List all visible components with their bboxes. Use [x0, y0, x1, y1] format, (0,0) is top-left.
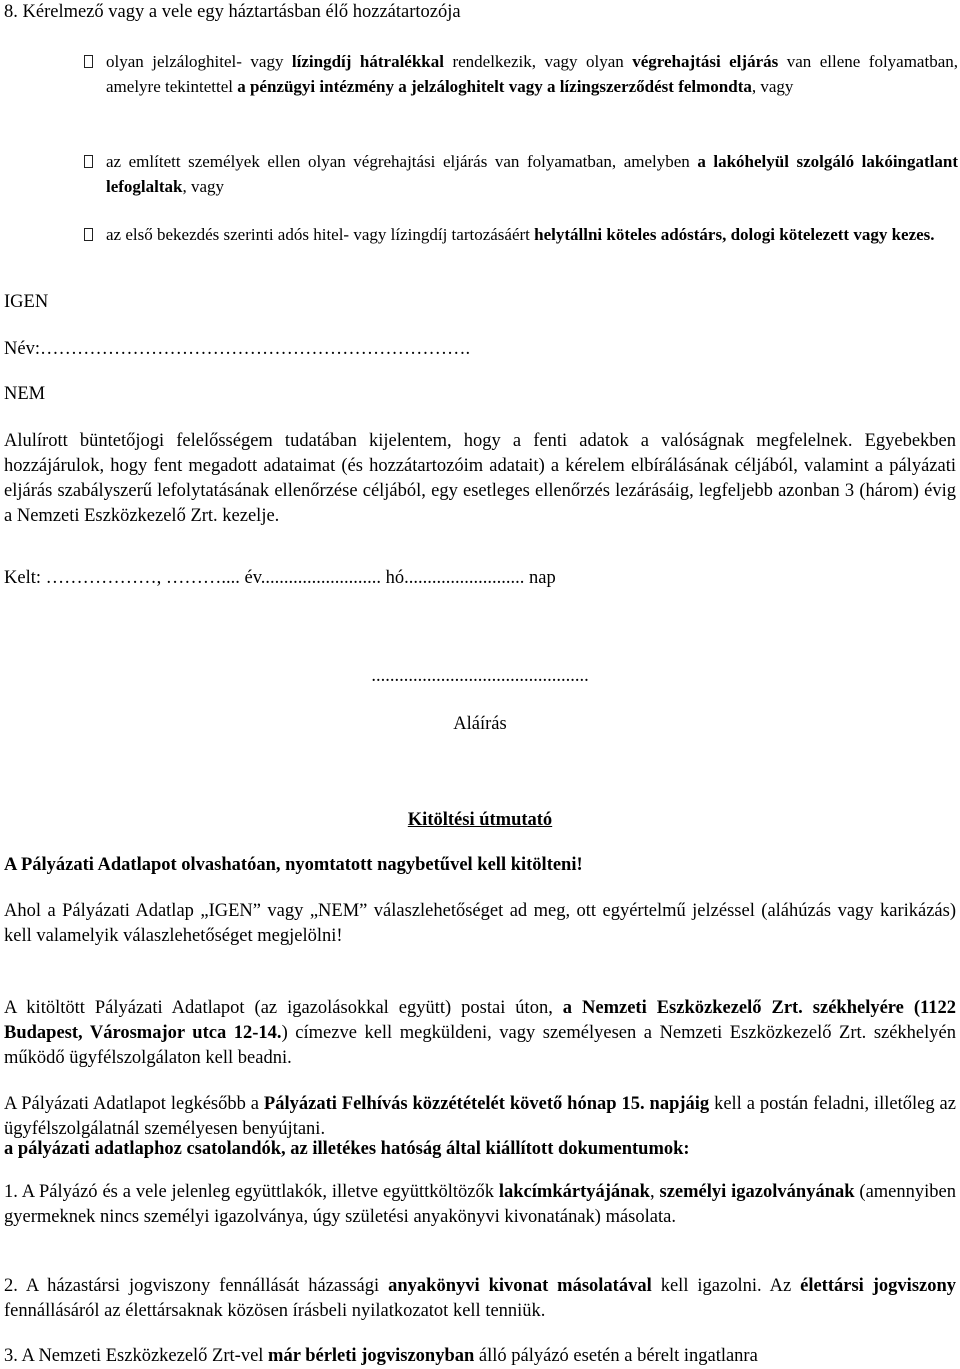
option-item-mortgage-arrears	[84, 49, 958, 99]
bold-text-run: személyi igazolványának	[659, 1182, 855, 1202]
bold-text-run: élettársi jogviszony	[800, 1276, 957, 1296]
text-run: álló pályázó esetén a bérelt ingatlanra	[474, 1346, 758, 1366]
guide-paragraph-4	[4, 1092, 956, 1142]
text-run: , vagy	[751, 77, 794, 96]
bold-text-run: helytállni köteles adóstárs, dologi kötelezett vagy kezes.	[534, 225, 935, 244]
option-item-property-seized	[84, 149, 958, 199]
text-run: kell igazolni. Az	[651, 1276, 801, 1296]
text-run: 1. A Pályázó és a vele jelenleg együttlakók, illetve együttköltözők	[4, 1182, 499, 1202]
section-8-heading: 8. Kérelmező vagy a vele egy háztartásban élő hozzátartozója	[4, 2, 461, 22]
attachment-item-3	[4, 1344, 956, 1369]
text-run: Ahol a Pályázati Adatlap „IGEN” vagy „NEM” válaszlehetőséget ad meg, ott egyértelmű jelzéssel (aláhúzás vagy karikázás) kell valamelyik válaszlehetőséget megjelölni!	[4, 901, 956, 946]
signature-label: Aláírás	[453, 714, 507, 734]
option-text	[106, 222, 958, 247]
checkbox-glyph-icon	[84, 228, 93, 241]
text-run: ) címezve kell megküldeni, vagy személyesen a Nemzeti Eszközkezelő Zrt. székhelyén működő ügyfélszolgálaton kell beadni.	[4, 1023, 956, 1068]
text-run: A Pályázati Adatlapot legkésőbb a	[4, 1094, 264, 1114]
text-run: van ellene folyamatban, amelyre tekintettel	[106, 52, 958, 96]
bold-text-run: lízingdíj hátralékkal	[291, 52, 444, 71]
checkbox-glyph-icon	[84, 55, 93, 68]
text-run: kell a postán feladni, illetőleg az ügyfélszolgálatnál személyesen benyújtani.	[4, 1094, 956, 1139]
attachment-item-2	[4, 1274, 956, 1324]
bold-text-run: már bérleti jogviszonyban	[268, 1346, 475, 1366]
text-run: olyan jelzáloghitel- vagy	[106, 52, 292, 71]
guide-paragraph-2	[4, 899, 956, 949]
bold-text-run: a lakóhelyül szolgáló lakóingatlant lefoglaltak	[106, 152, 958, 196]
bold-text-run: A Pályázati Adatlapot olvashatóan, nyomtatott nagybetűvel kell kitölteni!	[4, 855, 583, 875]
text-run: 3. A Nemzeti Eszközkezelő Zrt-vel	[4, 1346, 269, 1366]
name-field-line: Név:…………………………………………………………….	[4, 339, 471, 359]
declaration-paragraph: Alulírott büntetőjogi felelősségem tudatában kijelentem, hogy a fenti adatok a valóságnak megfelelnek. Egyebekben hozzájárulok, hogy fent megadott adataimat (és hozzátartozóim adatait) a kérelem elbírálásának céljából, valamint a pályázati eljárás szabályszerű lefolytatásának ellenőrzése céljából, egy esetleges ellenőrzés lezárásáig, legfeljebb azonban 3 (három) évig a Nemzeti Eszközkezelő Zrt. kezelje.	[4, 431, 956, 526]
answer-no: NEM	[4, 384, 46, 404]
text-run: A kitöltött Pályázati Adatlapot (az igazolásokkal együtt) postai úton,	[4, 998, 563, 1018]
bold-text-run: a Nemzeti Eszközkezelő Zrt. székhelyére (1122 Budapest, Városmajor utca 12-14.	[4, 998, 956, 1043]
bold-text-run: a pályázati adatlaphoz csatolandók, az illetékes hatóság által kiállított dokumentumok:	[4, 1139, 690, 1159]
bold-text-run: Pályázati Felhívás közzétételét követő hónap 15. napjáig	[263, 1094, 710, 1114]
signature-line: ...............................................	[371, 666, 589, 686]
bold-text-run: lakcímkártyájának	[498, 1182, 650, 1202]
guide-title: Kitöltési útmutató	[407, 810, 553, 830]
checkbox-glyph-icon	[84, 155, 93, 168]
option-item-guarantor	[84, 222, 958, 247]
text-run: (amennyiben gyermeknek nincs személyi igazolványa, úgy születési anyakönyvi kivonatának) másolata.	[4, 1182, 956, 1227]
text-run: fennállásáról az élettársaknak közösen írásbeli nyilatkozatot kell tenniük.	[4, 1301, 546, 1321]
bold-text-run: végrehajtási eljárás	[632, 52, 779, 71]
text-run: 2. A házastársi jogviszony fennállását házassági	[4, 1276, 389, 1296]
attachments-heading	[4, 1137, 956, 1162]
option-text	[106, 49, 958, 99]
date-line: Kelt: ………………, ……….... év.......................... hó.......................... nap	[4, 568, 556, 588]
text-run: az említett személyek ellen olyan végrehajtási eljárás van folyamatban, amelyben	[106, 152, 698, 171]
option-text	[106, 149, 958, 199]
guide-paragraph-1	[4, 853, 956, 878]
text-run: rendelkezik, vagy olyan	[443, 52, 633, 71]
attachment-item-1	[4, 1180, 956, 1230]
answer-yes: IGEN	[4, 292, 49, 312]
text-run: az első bekezdés szerinti adós hitel- vagy lízingdíj tartozásáért	[106, 225, 535, 244]
bold-text-run: anyakönyvi kivonat másolatával	[388, 1276, 652, 1296]
text-run: , vagy	[182, 177, 225, 196]
bold-text-run: a pénzügyi intézmény a jelzáloghitelt vagy a lízingszerződést felmondta	[237, 77, 752, 96]
text-run: ,	[649, 1182, 660, 1202]
guide-paragraph-3	[4, 996, 956, 1071]
